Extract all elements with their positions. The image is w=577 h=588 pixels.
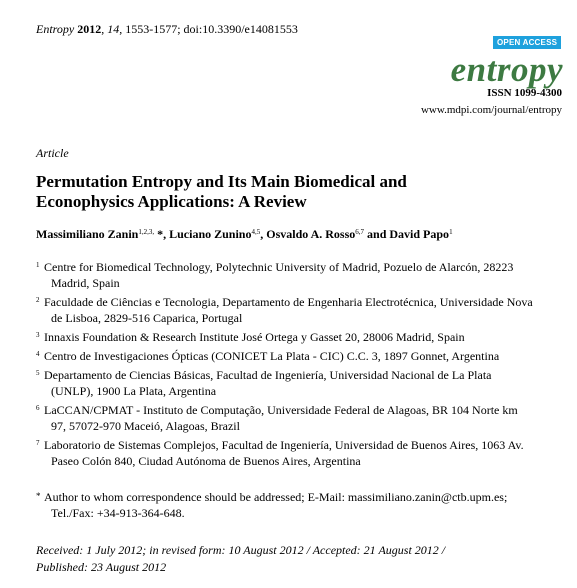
affiliation-item: 3 Innaxis Foundation & Research Institute José Ortega y Gasset 20, 28006 Madrid, Spain xyxy=(36,329,556,345)
author-affil-sup: 1 xyxy=(449,228,453,236)
citation-year: 2012 xyxy=(77,22,102,36)
affiliation-item: 2 Faculdade de Ciências e Tecnologia, Departamento de Engenharia Electrotécnica, Universidade Nova de Lisboa, 2829-516 Caparica, Portugal xyxy=(36,294,556,326)
author-affil-sup: 6,7 xyxy=(355,228,365,236)
author-name: Massimiliano Zanin xyxy=(36,227,139,241)
journal-url[interactable]: www.mdpi.com/journal/entropy xyxy=(420,104,562,116)
journal-logo: entropy xyxy=(450,50,563,89)
affiliation-number: 7 xyxy=(36,439,40,447)
affiliation-number: 2 xyxy=(36,296,40,304)
author-affil-sup: 4,5 xyxy=(251,228,261,236)
affiliation-item: 7 Laboratorio de Sistemas Complejos, Facultad de Ingeniería, Universidad de Buenos Aires, 1063 Av. Paseo Colón 840, Ciudad Autónoma de Buenos Aires, Argentina xyxy=(36,437,556,469)
correspondence-note xyxy=(36,489,507,521)
affiliation-number: 5 xyxy=(36,369,40,377)
affiliation-number: 3 xyxy=(36,331,40,339)
citation-volume: 14 xyxy=(107,22,120,36)
issn: ISSN 1099-4300 xyxy=(487,87,562,99)
correspondence-star: * xyxy=(36,491,41,501)
correspondence-email-line: Author to whom correspondence should be addressed; E-Mail: massimiliano.zanin@ctb.upm.es; xyxy=(44,490,508,504)
author-name: Osvaldo A. Rosso xyxy=(266,227,356,241)
affiliation-number: 6 xyxy=(36,404,40,412)
affiliation-item: 5 Departamento de Ciencias Básicas, Facultad de Ingeniería, Universidad Nacional de La Plata (UNLP), 1900 La Plata, Argentina xyxy=(36,367,556,399)
affiliation-number: 4 xyxy=(36,350,40,358)
author-name: Luciano Zunino xyxy=(169,227,252,241)
affiliation-item: 4 Centro de Investigaciones Ópticas (CONICET La Plata - CIC) C.C. 3, 1897 Gonnet, Argentina xyxy=(36,348,556,364)
correspondence-phone-line: Tel./Fax: +34-913-364-648. xyxy=(51,506,185,520)
affiliation-number: 1 xyxy=(36,261,40,269)
author-list: Massimiliano Zanin$^{1,2,3,}$ *, Luciano Zunino$^{4,5}$, Osvaldo A. Rosso$^{6,7}$ and David Papo$^1$ xyxy=(36,227,453,241)
citation-pages-doi: , 1553-1577; doi:10.3390/e14081553 xyxy=(119,22,298,36)
affiliation-item: 1 Centre for Biomedical Technology, Polytechnic University of Madrid, Pozuelo de Alarcón, 28223 Madrid, Spain xyxy=(36,259,556,291)
dates-published: Published: 23 August 2012 xyxy=(36,560,167,574)
paper-title: Permutation Entropy and Its Main Biomedical and Econophysics Applications: A Review xyxy=(36,172,407,211)
article-type: Article xyxy=(36,146,69,160)
dates-received-accepted: Received: 1 July 2012; in revised form: 10 August 2012 / Accepted: 21 August 2012 / xyxy=(36,543,446,557)
open-access-badge: OPEN ACCESS xyxy=(493,36,561,49)
author-name: David Papo xyxy=(389,227,450,241)
affiliations xyxy=(36,259,556,472)
publication-dates xyxy=(36,542,445,576)
affiliation-item: 6 LaCCAN/CPMAT - Instituto de Computação, Universidade Federal de Alagoas, BR 104 Norte km 97, 57072-970 Maceió, Alagoas, Brazil xyxy=(36,402,556,434)
citation-line: Entropy 2012, 14, 1553-1577; doi:10.3390/e14081553 xyxy=(36,22,298,36)
citation-journal: Entropy xyxy=(36,22,75,36)
author-affil-sup: 1,2,3, xyxy=(138,228,155,236)
